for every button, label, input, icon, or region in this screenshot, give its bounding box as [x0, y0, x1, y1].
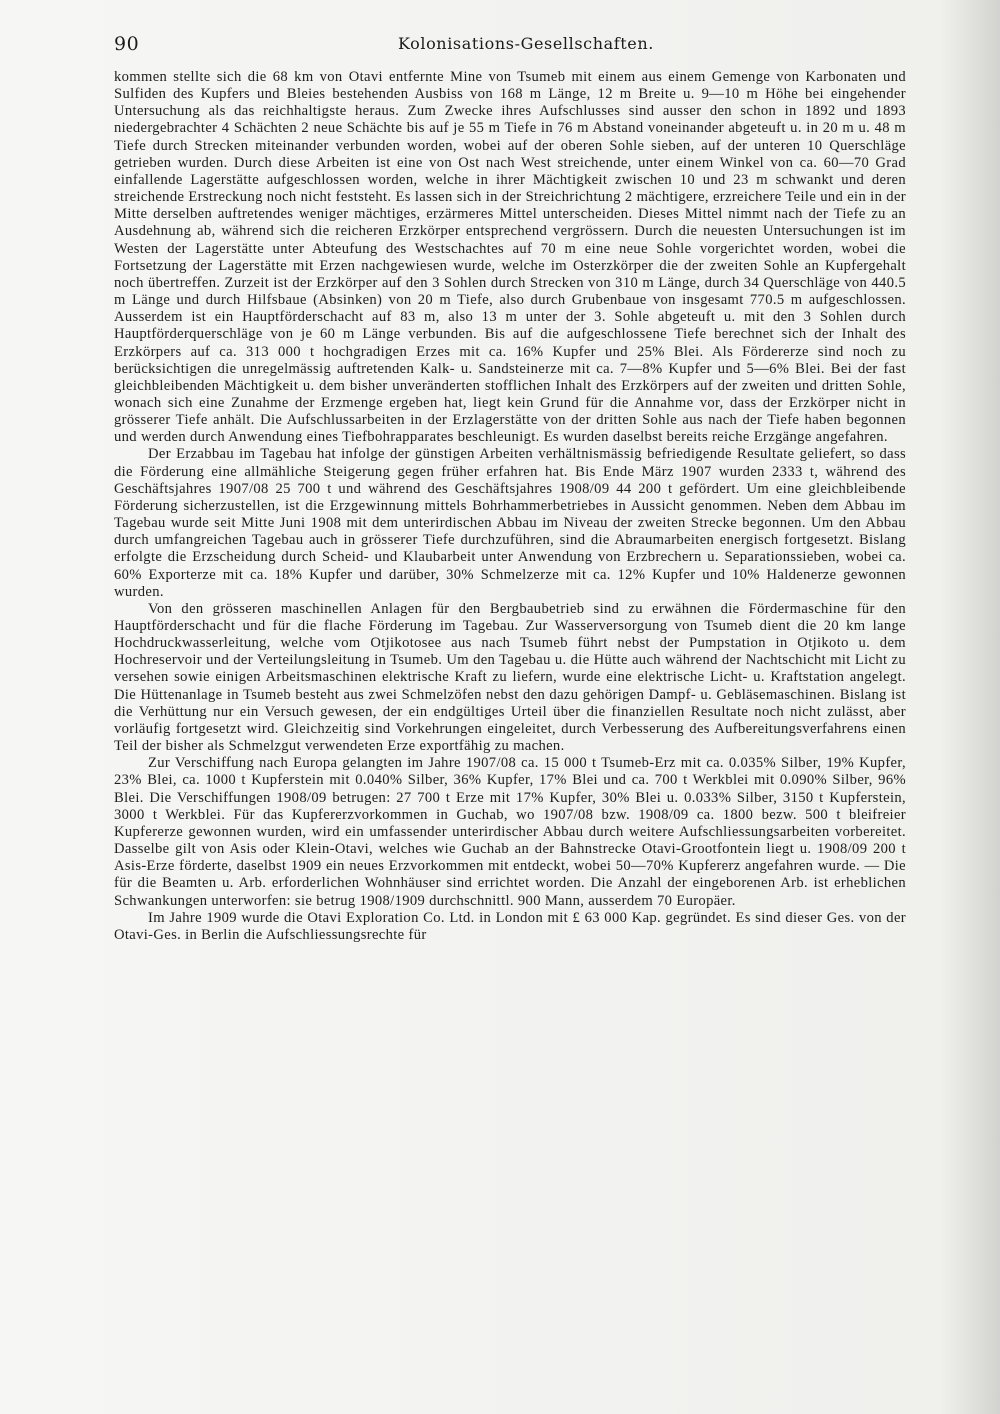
body-text — [114, 69, 906, 944]
page-number: 90 — [114, 33, 140, 55]
page-edge-shadow — [940, 0, 1000, 1414]
paragraph-ore-mining: Der Erzabbau im Tagebau hat infolge der günstigen Arbeiten verhältnismässig befriedigende Resultate geliefert, so dass die Förderung eine allmähliche Steigerung gegen früher erfahren hat. Bis Ende März 1907 wurden 2333 t, während des Geschäftsjahres 1907/08 25 700 t und während des Geschäftsjahres 1908/09 44 200 t gefördert. Um eine gleichbleibende Förderung sicherzustellen, ist die Erzgewinnung mittels Bohrhammerbetriebes in Aussicht genommen. Neben dem Abbau im Tagebau wurde seit Mitte Juni 1908 mit dem unterirdischen Abbau im Niveau der zweiten Strecke begonnen. Um den Abbau durch umfangreichen Tagebau auch in grösserer Tiefe durchzuführen, sind die Abraumarbeiten energisch fortgesetzt. Bislang erfolgte die Erzscheidung durch Scheid- und Klaubarbeit unter Anwendung von Erzbrechern u. Separationssieben, wobei ca. 60% Exporterze mit ca. 18% Kupfer und darüber, 30% Schmelzerze mit ca. 12% Kupfer und 10% Haldenerze gewonnen wurden. — [114, 446, 906, 600]
paragraph-shipping: Zur Verschiffung nach Europa gelangten im Jahre 1907/08 ca. 15 000 t Tsumeb-Erz mit ca. 0.035% Silber, 19% Kupfer, 23% Blei, ca. 1000 t Kupferstein mit 0.040% Silber, 36% Kupfer, 17% Blei und ca. 700 t Werkblei mit 0.090% Silber, 96% Blei. Die Verschiffungen 1908/09 betrugen: 27 700 t Erze mit 17% Kupfer, 30% Blei u. 0.033% Silber, 3150 t Kupferstein, 3000 t Werkblei. Für das Kupfererzvorkommen in Guchab, wo 1907/08 bzw. 1908/09 ca. 1800 bezw. 500 t bleifreier Kupfererze gewonnen wurden, wird ein umfassender unterirdischer Abbau durch weitere Aufschliessungsarbeiten vorbereitet. Dasselbe gilt von Asis oder Klein-Otavi, welches wie Guchab an der Bahnstrecke Otavi-Grootfontein liegt u. 1908/09 200 t Asis-Erze förderte, daselbst 1909 ein neues Erzvorkommen mit entdeckt, wobei 50—70% Kupfererz angefahren wurde. — Die für die Beamten u. Arb. erforderlichen Wohnhäuser sind errichtet worden. Die Anzahl der eingeborenen Arb. ist erheblichen Schwankungen unterworfen: sie betrug 1908/1909 durchschnittl. 900 Mann, ausserdem 70 Europäer. — [114, 755, 906, 909]
paragraph-machinery: Von den grösseren maschinellen Anlagen für den Bergbaubetrieb sind zu erwähnen die Fördermaschine für den Hauptförderschacht und für die flache Förderung im Tagebau. Zur Wasserversorgung von Tsumeb dient die 20 km lange Hochdruckwasserleitung, welche vom Otjikotosee aus nach Tsumeb führt nebst der Pumpstation in Otjikoto u. dem Hochreservoir und der Verteilungsleitung in Tsumeb. Um den Tagebau u. die Hütte auch während der Nachtschicht mit Licht zu versehen sowie einigen Arbeitsmaschinen elektrische Kraft zu liefern, wurde eine elektrische Licht- u. Kraftstation angelegt. Die Hüttenanlage in Tsumeb besteht aus zwei Schmelzöfen nebst den dazu gehörigen Dampf- u. Gebläsemaschinen. Bislang ist die Verhüttung nur ein Versuch gewesen, der ein endgültiges Urteil über die finanziellen Resultate noch nicht zulässt, aber vorläufig fortgesetzt wird. Gleichzeitig sind Vorkehrungen eingeleitet, durch Verbesserung des Aufbereitungsverfahrens einen Teil der bisher als Schmelzgut verwendeten Erze exportfähig zu machen. — [114, 600, 906, 755]
running-head-title: Kolonisations-Gesellschaften. — [398, 34, 654, 53]
paragraph-tsumeb-mine: kommen stellte sich die 68 km von Otavi entfernte Mine von Tsumeb mit einem aus einem Gemenge von Karbonaten und Sulfiden des Kupfers und Bleies bestehenden Ausbiss von 168 m Länge, 12 m Breite u. 9—10 m Höhe bei eingehender Untersuchung als das reichhaltigste heraus. Zum Zwecke ihres Aufschlusses sind ausser den schon in 1892 und 1893 niedergebrachter 4 Schächten 2 neue Schächte bis auf je 55 m Tiefe in 76 m Abstand voneinander abgeteuft u. in 20 m u. 48 m Tiefe durch Strecken miteinander verbunden worden, wobei auf der oberen Sohle sieben, auf der unteren 10 Querschläge getrieben wurden. Durch diese Arbeiten ist eine von Ost nach West streichende, unter einem Winkel von ca. 60—70 Grad einfallende Lagerstätte aufgeschlossen worden, welche in ihrer Mächtigkeit zwischen 10 und 23 m schwankt und deren streichende Erstreckung noch nicht feststeht. Es lassen sich in der Streichrichtung 2 mächtigere, erzreichere Teile und ein in der Mitte derselben auftretendes weniger mächtiges, erzärmeres Mittel unterscheiden. Dieses Mittel nimmt nach der Tiefe zu an Ausdehnung ab, während sich die reicheren Erzkörper entsprechend vergrössern. Durch die neuesten Untersuchungen ist im Westen der Lagerstätte unter Abteufung des Westschachtes auf 70 m eine neue Sohle vorgerichtet worden, wobei die Fortsetzung der Lagerstätte mit Erzen nachgewiesen wurde, welche im Osterzkörper die der zweiten Sohle an Kupfergehalt noch übertreffen. Zurzeit ist der Erzkörper auf den 3 Sohlen durch Strecken von 310 m Länge, durch 34 Querschläge von 440.5 m Länge und durch Hilfsbaue (Absinken) von 20 m Tiefe, also durch Grubenbaue von insgesamt 770.5 m aufgeschlossen. Ausserdem ist ein Hauptförderschacht auf 83 m, also 13 m unter der 3. Sohle abgeteuft u. mit den 3 Sohlen durch Hauptförderquerschläge von je 60 m Länge verbunden. Bis auf die aufgeschlossene Tiefe berechnet sich der Inhalt des Erzkörpers auf ca. 313 000 t hochgradigen Erzes mit ca. 16% Kupfer und 25% Blei. Als Fördererze sind noch zu berücksichtigen die unregelmässig auftretenden Kalk- u. Sandsteinerze mit ca. 7—8% Kupfer und 5—6% Blei. Bei der fast gleichbleibenden Mächtigkeit u. dem bisher unveränderten stofflichen Inhalt des Erzkörpers auf der zweiten und dritten Sohle, wonach sich eine Zunahme der Erzmenge ergeben hat, liegt kein Grund für die Annahme vor, dass der Erzkörper nicht in grösserer Tiefe anhält. Die Aufschlussarbeiten in der Erzlagerstätte von der dritten Sohle aus nach der Tiefe haben begonnen und werden durch Anwendung eines Tiefbohrapparates beschleunigt. Es wurden daselbst bereits reiche Erzgänge angefahren. — [114, 69, 906, 446]
paragraph-otavi-exploration: Im Jahre 1909 wurde die Otavi Exploration Co. Ltd. in London mit £ 63 000 Kap. gegründet. Es sind dieser Ges. von der Otavi-Ges. in Berlin die Aufschliessungsrechte für — [114, 909, 906, 943]
running-head — [114, 33, 914, 59]
